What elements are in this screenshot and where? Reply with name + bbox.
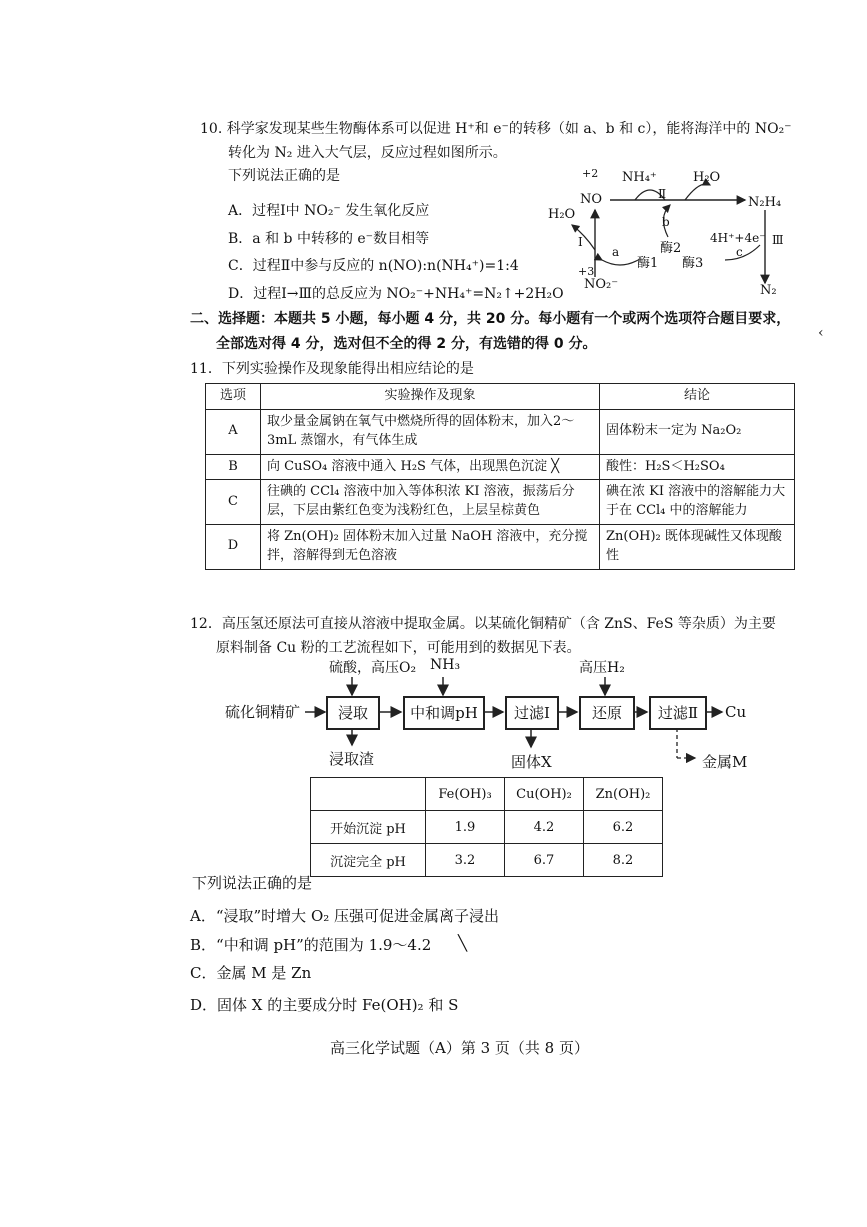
mark-plus3: +3 <box>578 265 595 278</box>
label-h2o-left: H₂O <box>548 207 576 222</box>
reagent-nh3: NH₃ <box>430 657 461 673</box>
table-row <box>206 525 795 570</box>
flow-input-ore: 硫化铜精矿 <box>225 703 301 721</box>
label-roman-1: Ⅰ <box>578 235 583 249</box>
page-footer: 高三化学试题（A）第 3 页（共 8 页） <box>330 1039 589 1057</box>
table-row <box>311 844 663 877</box>
row-operation: 往碘的 CCl₄ 溶液中加入等体积浓 KI 溶液，振荡后分层，下层由紫红色变为浅粉红色，上层呈棕黄色 <box>261 480 600 525</box>
flow-box-filter-2: 过滤Ⅱ <box>649 696 707 730</box>
row-operation: 取少量金属钠在氧气中燃烧所得的固体粉末，加入2～3mL 蒸馏水，有气体生成 <box>261 409 600 454</box>
header-option: 选项 <box>206 384 261 410</box>
label-n2h4: N₂H₄ <box>748 195 782 210</box>
label-enzyme-3: 酶3 <box>682 256 704 271</box>
table-row <box>206 409 795 454</box>
section-2-line1: 二、选择题：本题共 5 小题，每小题 4 分，共 20 分。每小题有一个或两个选项符合题目要求， <box>190 311 791 327</box>
flow-box-reduce: 还原 <box>579 696 635 730</box>
flow-box-filter-1: 过滤Ⅰ <box>505 696 559 730</box>
row-label: 开始沉淀 pH <box>311 811 426 844</box>
label-no2: NO₂⁻ <box>584 277 619 292</box>
label-roman-2: Ⅱ <box>658 187 667 201</box>
header-operation: 实验操作及现象 <box>261 384 600 410</box>
row-option: D <box>206 525 261 570</box>
q10-prompt: 下列说法正确的是 <box>228 168 340 184</box>
q12-option-b-mark: ╲ <box>458 934 468 952</box>
row-option: C <box>206 480 261 525</box>
q10-stem-line1: 10. 科学家发现某些生物酶体系可以促进 H⁺和 e⁻的转移（如 a、b 和 c），能将海洋中的 NO₂⁻ <box>200 121 792 137</box>
label-roman-3: Ⅲ <box>772 233 784 247</box>
cell-value: 8.2 <box>584 844 663 877</box>
section-2-line2: 全部选对得 4 分，选对但不全的得 2 分，有选错的得 0 分。 <box>216 336 597 352</box>
header-znoh2: Zn(OH)₂ <box>584 778 663 811</box>
cell-value: 6.7 <box>505 844 584 877</box>
table-row <box>311 811 663 844</box>
q11-experiment-table <box>205 383 795 570</box>
table-header-row <box>206 384 795 410</box>
q12-prompt: 下列说法正确的是 <box>192 874 313 892</box>
header-cuoh2: Cu(OH)₂ <box>505 778 584 811</box>
label-c: c <box>736 245 743 259</box>
label-4h-4e: 4H⁺+4e⁻ <box>710 231 766 245</box>
row-operation: 将 Zn(OH)₂ 固体粉末加入过量 NaOH 溶液中，充分搅拌，溶解得到无色溶液 <box>261 525 600 570</box>
flow-output-cu: Cu <box>725 703 747 721</box>
label-no: NO <box>580 192 603 207</box>
label-a: a <box>612 245 620 259</box>
q12-stem-line1: 12．高压氢还原法可直接从溶液中提取金属。以某硫化铜精矿（含 ZnS、FeS 等杂质）为主要 <box>190 616 776 632</box>
row-option: B <box>206 454 261 480</box>
cell-value: 1.9 <box>426 811 505 844</box>
q10-option-c: C．过程Ⅱ中参与反应的 n(NO):n(NH₄⁺)=1:4 <box>228 258 519 274</box>
reagent-acid-o2: 硫酸，高压O₂ <box>329 660 417 676</box>
row-conclusion: Zn(OH)₂ 既体现碱性又体现酸性 <box>600 525 795 570</box>
row-conclusion: 酸性：H₂S＜H₂SO₄ <box>600 454 795 480</box>
row-option: A <box>206 409 261 454</box>
q12-option-a: A．“浸取”时增大 O₂ 压强可促进金属离子浸出 <box>190 907 500 925</box>
reagent-h2: 高压H₂ <box>579 660 625 676</box>
flow-box-neutralize: 中和调pH <box>403 696 485 730</box>
q11-stem: 11．下列实验操作及现象能得出相应结论的是 <box>190 361 474 377</box>
label-nh4: NH₄⁺ <box>622 170 657 185</box>
q12-option-c: C．金属 M 是 Zn <box>190 964 312 982</box>
row-conclusion: 碘在浓 KI 溶液中的溶解能力大于在 CCl₄ 中的溶解能力 <box>600 480 795 525</box>
q12-process-flowchart <box>215 655 775 775</box>
header-blank <box>311 778 426 811</box>
row-conclusion: 固体粉末一定为 Na₂O₂ <box>600 409 795 454</box>
row-label: 沉淀完全 pH <box>311 844 426 877</box>
table-header-row <box>311 778 663 811</box>
flow-output-solid-x: 固体X <box>511 753 552 771</box>
mark-plus2: +2 <box>582 167 599 180</box>
header-feoh3: Fe(OH)₃ <box>426 778 505 811</box>
row-operation: 向 CuSO₄ 溶液中通入 H₂S 气体，出现黑色沉淀 ╳ <box>261 454 600 480</box>
margin-mark: ‹ <box>818 325 824 341</box>
q12-ph-table <box>310 777 663 877</box>
q10-option-a: A．过程Ⅰ中 NO₂⁻ 发生氧化反应 <box>228 203 430 219</box>
q10-option-d: D．过程Ⅰ→Ⅲ的总反应为 NO₂⁻+NH₄⁺=N₂↑+2H₂O <box>228 286 564 302</box>
header-conclusion: 结论 <box>600 384 795 410</box>
flow-output-residue: 浸取渣 <box>329 750 375 768</box>
q10-stem-line2: 转化为 N₂ 进入大气层，反应过程如图所示。 <box>228 145 507 161</box>
flow-output-metal-m: 金属M <box>702 753 748 771</box>
q12-option-d: D．固体 X 的主要成分时 Fe(OH)₂ 和 S <box>190 996 459 1014</box>
label-enzyme-2: 酶2 <box>660 241 682 256</box>
table-row <box>206 454 795 480</box>
cell-value: 4.2 <box>505 811 584 844</box>
cell-value: 3.2 <box>426 844 505 877</box>
q10-reaction-diagram <box>540 165 790 305</box>
label-enzyme-1: 酶1 <box>637 256 659 271</box>
table-row <box>206 480 795 525</box>
q10-option-b: B．a 和 b 中转移的 e⁻数目相等 <box>228 231 430 247</box>
label-h2o-top: H₂O <box>693 170 721 185</box>
label-n2: N₂ <box>760 283 777 298</box>
label-b: b <box>662 215 670 229</box>
flow-box-leach: 浸取 <box>326 696 380 730</box>
q12-option-b: B．“中和调 pH”的范围为 1.9～4.2 <box>190 936 432 954</box>
q12-stem-line2: 原料制备 Cu 粉的工艺流程如下，可能用到的数据见下表。 <box>216 640 581 656</box>
cell-value: 6.2 <box>584 811 663 844</box>
